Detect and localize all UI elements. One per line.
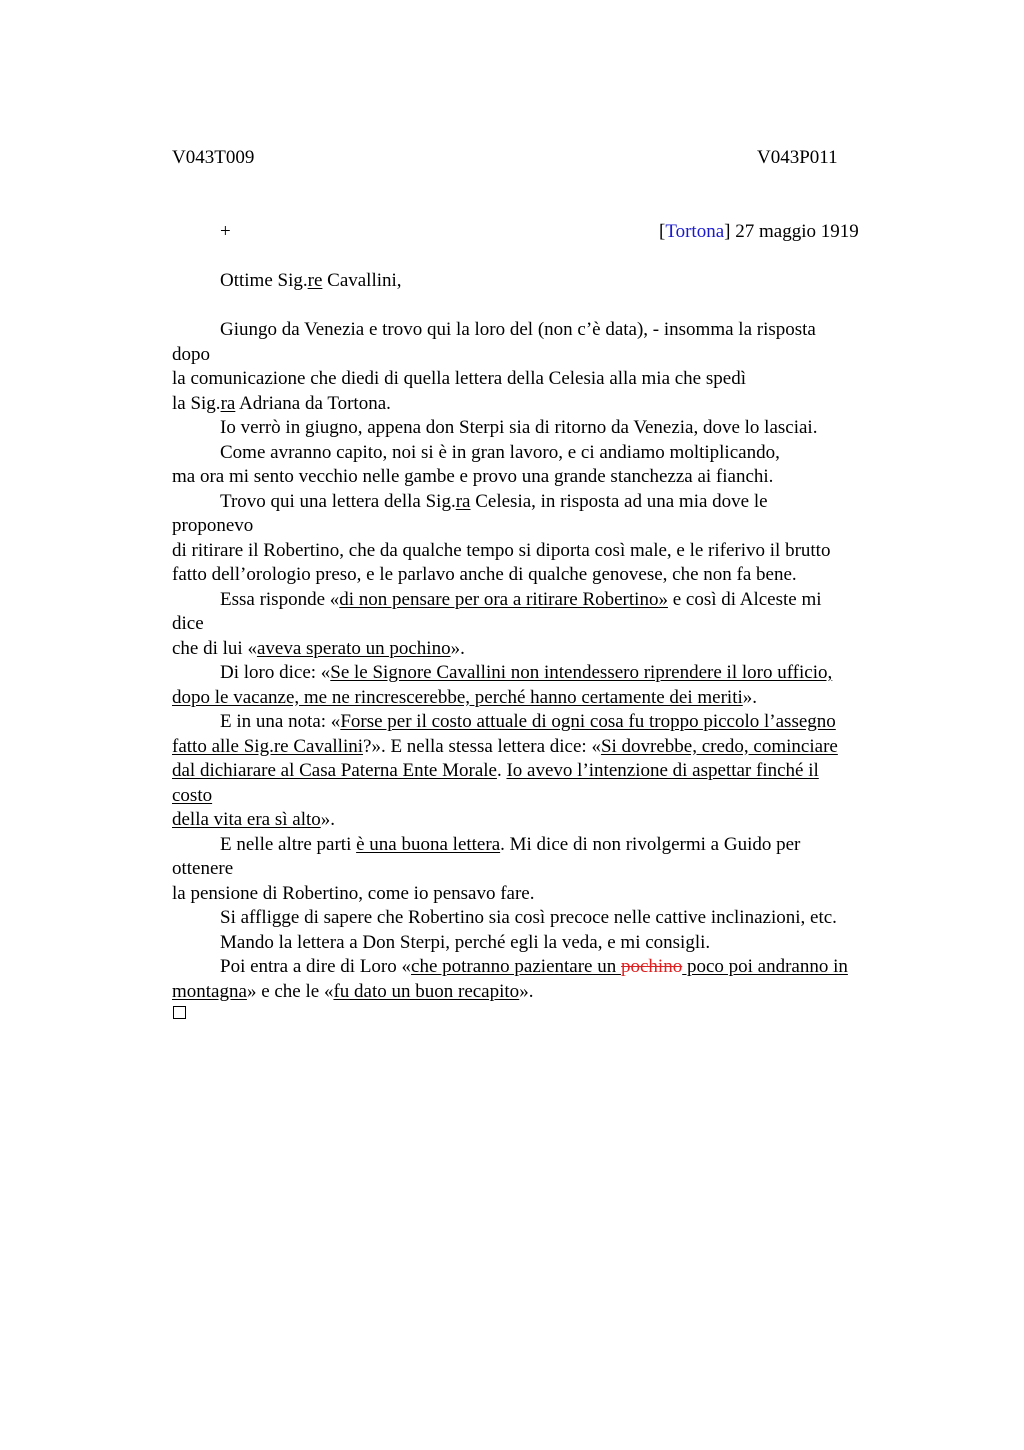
letter-date: [Tortona] 27 maggio 1919	[659, 221, 859, 242]
cross-mark: +	[220, 221, 231, 242]
text-line: Di loro dice: «Se le Signore Cavallini non intendessero riprendere il loro ufficio,	[220, 662, 833, 683]
text-line: E nelle altre parti è una buona lettera. Mi dice di non rivolgermi a Guido per	[220, 833, 801, 855]
quoted-text: Si dovrebbe, credo, cominciare	[600, 735, 838, 757]
quoted-text: poco poi andranno in	[682, 956, 848, 977]
text-line: Io verrò in giugno, appena don Sterpi sia di ritorno da Venezia, dove lo lasciai.	[220, 417, 818, 438]
text-line: Essa risponde «di non pensare per ora a ritirare Robertino» e così di Alceste mi	[220, 588, 822, 610]
quoted-text: costo	[172, 784, 213, 806]
text-line: dice	[172, 613, 204, 634]
text-line: dopo le vacanze, me ne rincrescerebbe, perché hanno certamente dei meriti».	[172, 686, 758, 708]
end-marker-square	[173, 1006, 186, 1019]
text-line: Come avranno capito, noi si è in gran lavoro, e ci andiamo moltiplicando,	[220, 441, 780, 463]
quoted-text: che potranno pazientare un	[411, 956, 621, 977]
text-line: ma ora mi sento vecchio nelle gambe e provo una grande stanchezza ai fianchi.	[172, 466, 774, 487]
greeting: Ottime Sig.re Cavallini,	[220, 270, 402, 291]
quoted-text: Io avevo l’intenzione di aspettar finché il	[506, 760, 819, 781]
text-line: Mando la lettera a Don Sterpi, perché egli la veda, e mi consigli.	[220, 931, 711, 953]
quoted-text: dopo le vacanze, me ne rincrescerebbe, perché hanno certamente dei meriti	[172, 686, 743, 708]
text-line: montagna» e che le «fu dato un buon recapito».	[172, 980, 534, 1002]
quoted-text: aveva sperato un pochino	[256, 637, 451, 659]
text-line: E in una nota: «Forse per il costo attuale di ogni cosa fu troppo piccolo l’assegno	[220, 711, 836, 732]
text-line: che di lui «aveva sperato un pochino».	[172, 637, 465, 659]
quoted-text: è una buona lettera	[356, 833, 501, 855]
date-text: 27 maggio 1919	[735, 221, 859, 242]
text-line: della vita era sì alto».	[172, 809, 336, 830]
text-line: dopo	[172, 343, 210, 365]
text-line: fatto alle Sig.re Cavallini?». E nella stessa lettera dice: «Si dovrebbe, credo, cominciare	[172, 735, 838, 757]
text-line: fatto dell’orologio preso, e le parlavo anche di qualche genovese, che non fa bene.	[172, 564, 797, 585]
quoted-text: fu dato un buon recapito	[333, 980, 520, 1002]
text-line: la Sig.ra Adriana da Tortona.	[172, 392, 391, 414]
text-line: dal dichiarare al Casa Paterna Ente Morale. Io avevo l’intenzione di aspettar finché il	[172, 760, 819, 781]
text-line: di ritirare il Robertino, che da qualche tempo si diporta così male, e le riferivo il brutto	[172, 539, 831, 561]
text-line: la pensione di Robertino, come io pensavo fare.	[172, 882, 535, 904]
quoted-text: fatto alle Sig.re Cavallini	[172, 735, 364, 757]
text-line: Trovo qui una lettera della Sig.ra Celesia, in risposta ad una mia dove le	[220, 490, 768, 512]
text-line: proponevo	[172, 515, 254, 536]
document-code-left: V043T009	[172, 147, 255, 168]
quoted-text: montagna	[172, 980, 247, 1002]
text-line: ottenere	[172, 858, 234, 879]
quoted-text: di non pensare per ora a ritirare Robertino»	[339, 588, 668, 610]
quoted-text: Forse per il costo attuale di ogni cosa fu troppo piccolo l’assegno	[340, 711, 836, 732]
document-code-right: V043P011	[757, 147, 838, 168]
letter-body	[172, 318, 912, 1004]
text-line: la comunicazione che diedi di quella lettera della Celesia alla mia che spedì	[172, 368, 746, 389]
text-line: Giungo da Venezia e trovo qui la loro del (non c’è data), - insomma la risposta	[220, 319, 816, 340]
deleted-word: pochino	[620, 956, 683, 977]
place-link[interactable]: Tortona	[665, 221, 725, 242]
text-line: Si affligge di sapere che Robertino sia così precoce nelle cattive inclinazioni, etc.	[220, 907, 837, 928]
text-line	[172, 784, 912, 809]
text-line: Poi entra a dire di Loro «che potranno pazientare un pochino poco poi andranno in	[220, 956, 848, 977]
quoted-text: dal dichiarare al Casa Paterna Ente Morale	[172, 760, 497, 781]
quoted-text: Se le Signore Cavallini non intendessero riprendere il loro ufficio,	[330, 662, 833, 683]
quoted-text: della vita era sì alto	[172, 809, 321, 830]
